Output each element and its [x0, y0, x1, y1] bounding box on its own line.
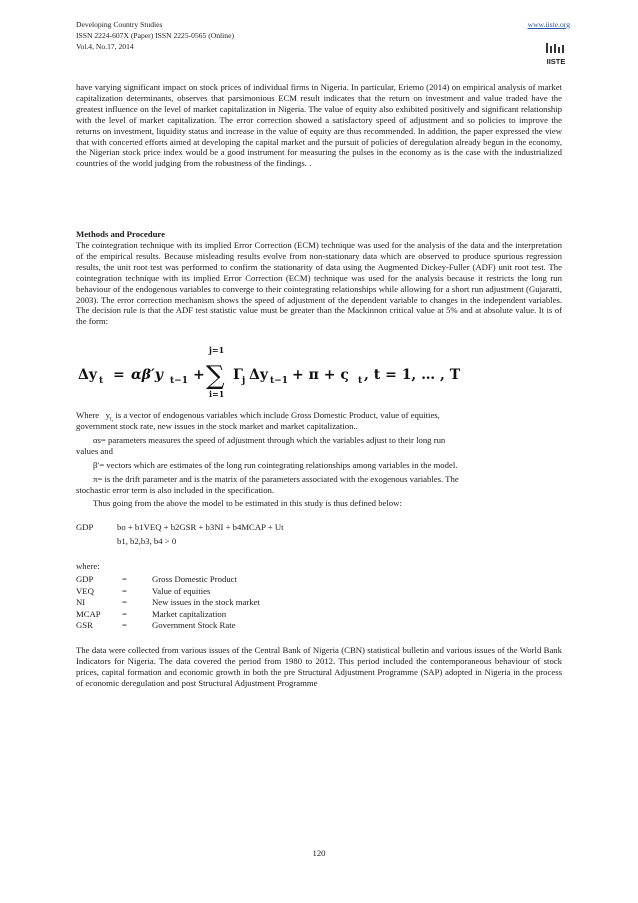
definition-desc: Government Stock Rate: [152, 620, 236, 631]
definition-row: [76, 586, 376, 598]
definition-row: [76, 574, 376, 586]
page-number: 120: [312, 848, 326, 858]
where-label: Where: [76, 410, 100, 420]
journal-url-link[interactable]: www.iiste.org: [527, 20, 570, 29]
definition-row: [76, 609, 376, 621]
where-line-1-rest: is a vector of endogenous variables which include Gross Domestic Product, value of equities,: [115, 410, 440, 420]
intro-paragraph: have varying significant impact on stock prices of individual firms in Nigeria. In particular, Eriemo (2014) on empirical analysis of market capitalization determinants, observes that parsimonious ECM result indicates that the return on investment and value traded have the greatest influence on the level of market capitalization in Nigeria. The value of equity also exhibited positively and significant relationship with the level of market capitalization. The error correction showed a satisfactory speed of adjustment and so policies to improve the returns on investment, liquidity status and increase in the value of equity are thus recommended. In addition, the paper expressed the view that with concerted efforts aimed at developing the capital market and the pursuit of policies of deregulation already begun in the economy, the Nigerian stock price index would be a good instrument for measuring the pulses in the economy as is the case with the industrialized countries of the world judging from the robustness of the findings. .: [76, 82, 562, 169]
definition-abbr: NI: [76, 597, 86, 608]
alpha-definition: αs= parameters measures the speed of adjustment through which the variables adjust to their long run: [93, 435, 446, 445]
eq-equals: =: [113, 367, 125, 383]
eq-term2: Γ: [233, 367, 243, 383]
definition-abbr: GSR: [76, 620, 93, 631]
eq-term1-sub: t−1: [170, 376, 188, 386]
ecm-equation: [76, 343, 496, 399]
journal-volume: Vol.4, No.17, 2014: [76, 42, 134, 51]
model-intro: Thus going from the above the model to be estimated in this study is thus defined below:: [93, 498, 402, 508]
y-separator: ,: [111, 416, 114, 423]
model-constraint: b1, b2,b3, b4 > 0: [117, 536, 177, 546]
journal-issn: ISSN 2224-607X (Paper) ISSN 2225-0565 (Online): [76, 31, 234, 40]
pi-definition-cont: stochastic error term is also included in the specification.: [76, 485, 275, 495]
eq-sum-symbol: ∑: [206, 361, 225, 391]
definition-desc: New issues in the stock market: [152, 597, 260, 608]
eq-term4-sub: t: [358, 376, 363, 386]
definition-equals: =: [122, 585, 127, 596]
beta-definition: β′= vectors which are estimates of the long run cointegrating relationships among variables in the model.: [93, 460, 458, 470]
definition-equals: =: [122, 608, 127, 619]
definitions-table: [76, 574, 376, 632]
eq-lhs-sub: t: [99, 376, 104, 386]
eq-term2-sub: j: [242, 376, 246, 386]
definitions-where-label: where:: [76, 561, 100, 571]
eq-term1: αβ′y: [131, 367, 163, 383]
eq-sum-upper: j=1: [209, 345, 225, 355]
definition-equals: =: [122, 597, 127, 608]
definition-equals: =: [122, 620, 127, 631]
eq-term3: Δy: [249, 367, 268, 383]
data-paragraph: The data were collected from various issues of the Central Bank of Nigeria (CBN) statistical bulletin and various issues of the World Bank Indicators for Nigeria. The data covered the period from 1980 to 2012. This period included the contemporaneous behaviour of stock prices, capital formation and economic growth in both the pre Structural Adjustment Programme (SAP) adopted in Nigeria in the process of economic deregulation and post Structural Adjustment Programme: [76, 645, 562, 688]
definition-desc: Market capitalization: [152, 608, 227, 619]
logo-text: IISTE: [546, 57, 566, 66]
y-variable: y: [105, 410, 111, 420]
model-label: GDP: [76, 522, 94, 532]
definition-abbr: MCAP: [76, 608, 101, 619]
y-subscript: t: [110, 416, 112, 423]
definition-abbr: GDP: [76, 574, 94, 584]
definition-row: [76, 597, 376, 609]
definition-desc: Gross Domestic Product: [152, 574, 237, 584]
section-heading-methods: Methods and Procedure: [76, 229, 165, 239]
model-equation: bo + b1VEQ + b2GSR + b3NI + b4MCAP + Ut: [117, 522, 284, 532]
where-line-2: government stock rate, new issues in the stock market and market capitalization..: [76, 421, 358, 431]
eq-term4: + π + ς: [292, 367, 349, 383]
eq-tail: , t = 1, … , T: [364, 367, 461, 383]
definition-abbr: VEQ: [76, 585, 94, 596]
iiste-logo: [544, 43, 568, 67]
eq-sum-lower: i=1: [209, 389, 225, 399]
definition-desc: Value of equities: [152, 585, 211, 596]
eq-plus: +: [193, 367, 205, 383]
definition-equals: =: [122, 574, 127, 584]
definition-row: [76, 620, 376, 632]
eq-term3-sub: t−1: [270, 376, 288, 386]
methods-paragraph: The cointegration technique with its implied Error Correction (ECM) technique was used for the analysis of the data and the interpretation of the empirical results. Because misleading results evolve from non-stationary data which are observed to produce spurious regression results, the unit root test was performed to confirm the stationarity of data using the Augmented Dickey-Fuller (ADF) unit root test. The cointegration technique with its implied Error Correction (ECM) technique was used for the analysis because it restricts the long run behaviour of the endogenous variables to converge to their cointegrating relationships while allowing for a short run adjustment (Gujaratti, 2003). The error correction mechanism shows the speed of adjustment of the dependent variable to changes in the independent variables. The decision rule is that the ADF test statistic value must be greater than the Mackinnon critical value at 5% and at absolute value. It is of the form:: [76, 240, 562, 327]
journal-name: Developing Country Studies: [76, 20, 163, 29]
pi-definition: π= is the drift parameter and is the matrix of the parameters associated with the exogenous variables. The: [93, 474, 459, 484]
eq-lhs: Δy: [78, 367, 97, 383]
alpha-definition-cont: values and: [76, 446, 113, 456]
